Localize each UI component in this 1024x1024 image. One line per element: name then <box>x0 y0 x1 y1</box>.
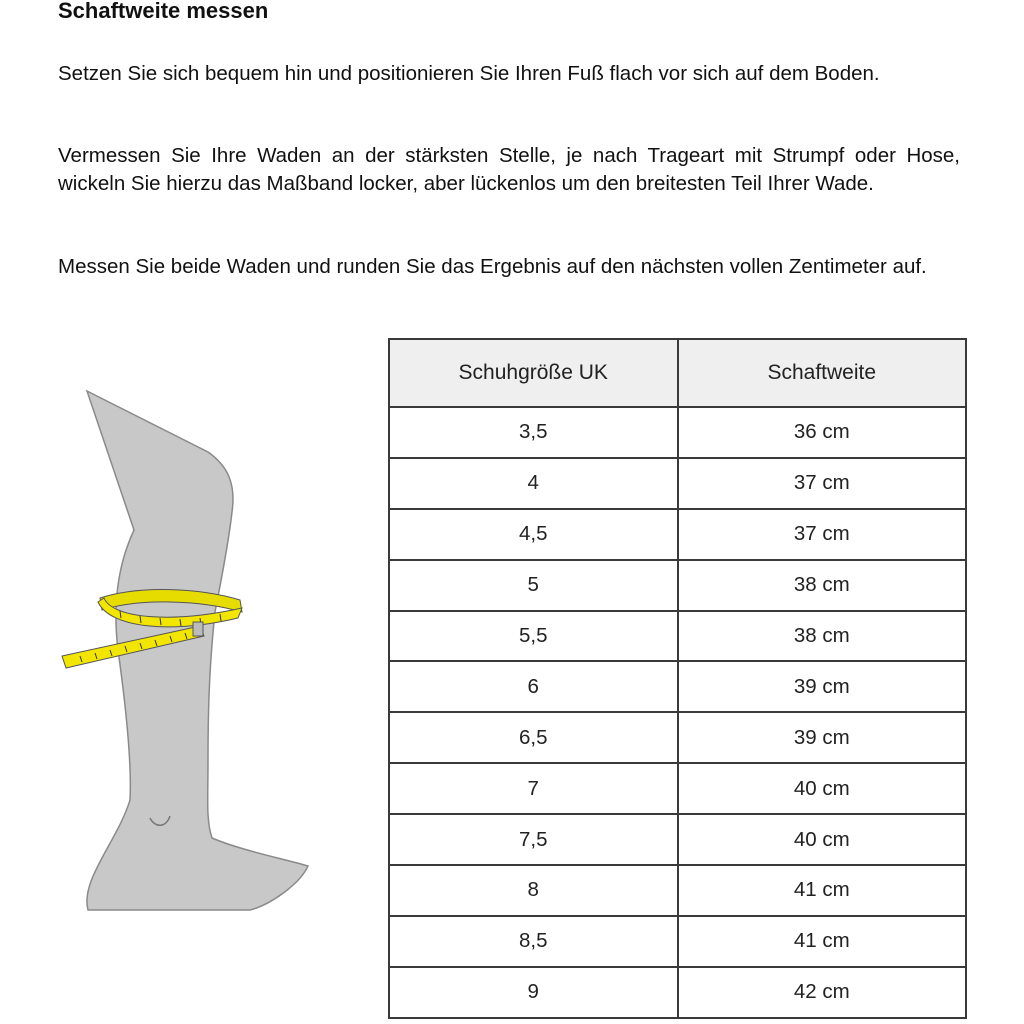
table-row <box>389 661 966 712</box>
cell-shaft-width: 37 cm <box>678 458 967 509</box>
table-header-row <box>389 339 966 407</box>
page-title: Schaftweite messen <box>58 0 269 23</box>
instruction-paragraph-3: Messen Sie beide Waden und runden Sie das Ergebnis auf den nächsten vollen Zentimeter auf. <box>58 255 927 278</box>
table-row <box>389 865 966 916</box>
column-header-shaft-width: Schaftweite <box>678 339 967 407</box>
instruction-paragraph-1: Setzen Sie sich bequem hin und positionieren Sie Ihren Fuß flach vor sich auf dem Boden. <box>58 62 880 85</box>
cell-shoe-size: 4 <box>389 458 678 509</box>
cell-shaft-width: 40 cm <box>678 763 967 814</box>
cell-shaft-width: 41 cm <box>678 916 967 967</box>
table-row <box>389 814 966 865</box>
table-row <box>389 712 966 763</box>
table-row <box>389 611 966 662</box>
cell-shoe-size: 6,5 <box>389 712 678 763</box>
cell-shaft-width: 39 cm <box>678 712 967 763</box>
cell-shaft-width: 41 cm <box>678 865 967 916</box>
table-row <box>389 916 966 967</box>
cell-shaft-width: 39 cm <box>678 661 967 712</box>
cell-shoe-size: 5,5 <box>389 611 678 662</box>
table-row <box>389 458 966 509</box>
cell-shoe-size: 4,5 <box>389 509 678 560</box>
cell-shaft-width: 38 cm <box>678 560 967 611</box>
table-row <box>389 560 966 611</box>
cell-shoe-size: 5 <box>389 560 678 611</box>
column-header-shoe-size: Schuhgröße UK <box>389 339 678 407</box>
cell-shaft-width: 42 cm <box>678 967 967 1018</box>
cell-shoe-size: 8,5 <box>389 916 678 967</box>
cell-shaft-width: 36 cm <box>678 407 967 458</box>
cell-shoe-size: 7 <box>389 763 678 814</box>
cell-shoe-size: 3,5 <box>389 407 678 458</box>
size-table <box>388 338 967 1019</box>
leg-with-measuring-tape-icon <box>50 380 370 920</box>
instruction-paragraph-2: Vermessen Sie Ihre Waden an der stärksten Stelle, je nach Trageart mit Strumpf oder Hose, wickeln Sie hierzu das Maßband locker, aber lückenlos um den breitesten Teil Ihrer Wade. <box>58 144 960 195</box>
table-row <box>389 763 966 814</box>
cell-shaft-width: 37 cm <box>678 509 967 560</box>
cell-shaft-width: 40 cm <box>678 814 967 865</box>
cell-shaft-width: 38 cm <box>678 611 967 662</box>
table-row <box>389 509 966 560</box>
cell-shoe-size: 9 <box>389 967 678 1018</box>
cell-shoe-size: 7,5 <box>389 814 678 865</box>
cell-shoe-size: 6 <box>389 661 678 712</box>
cell-shoe-size: 8 <box>389 865 678 916</box>
table-row <box>389 407 966 458</box>
table-row <box>389 967 966 1018</box>
